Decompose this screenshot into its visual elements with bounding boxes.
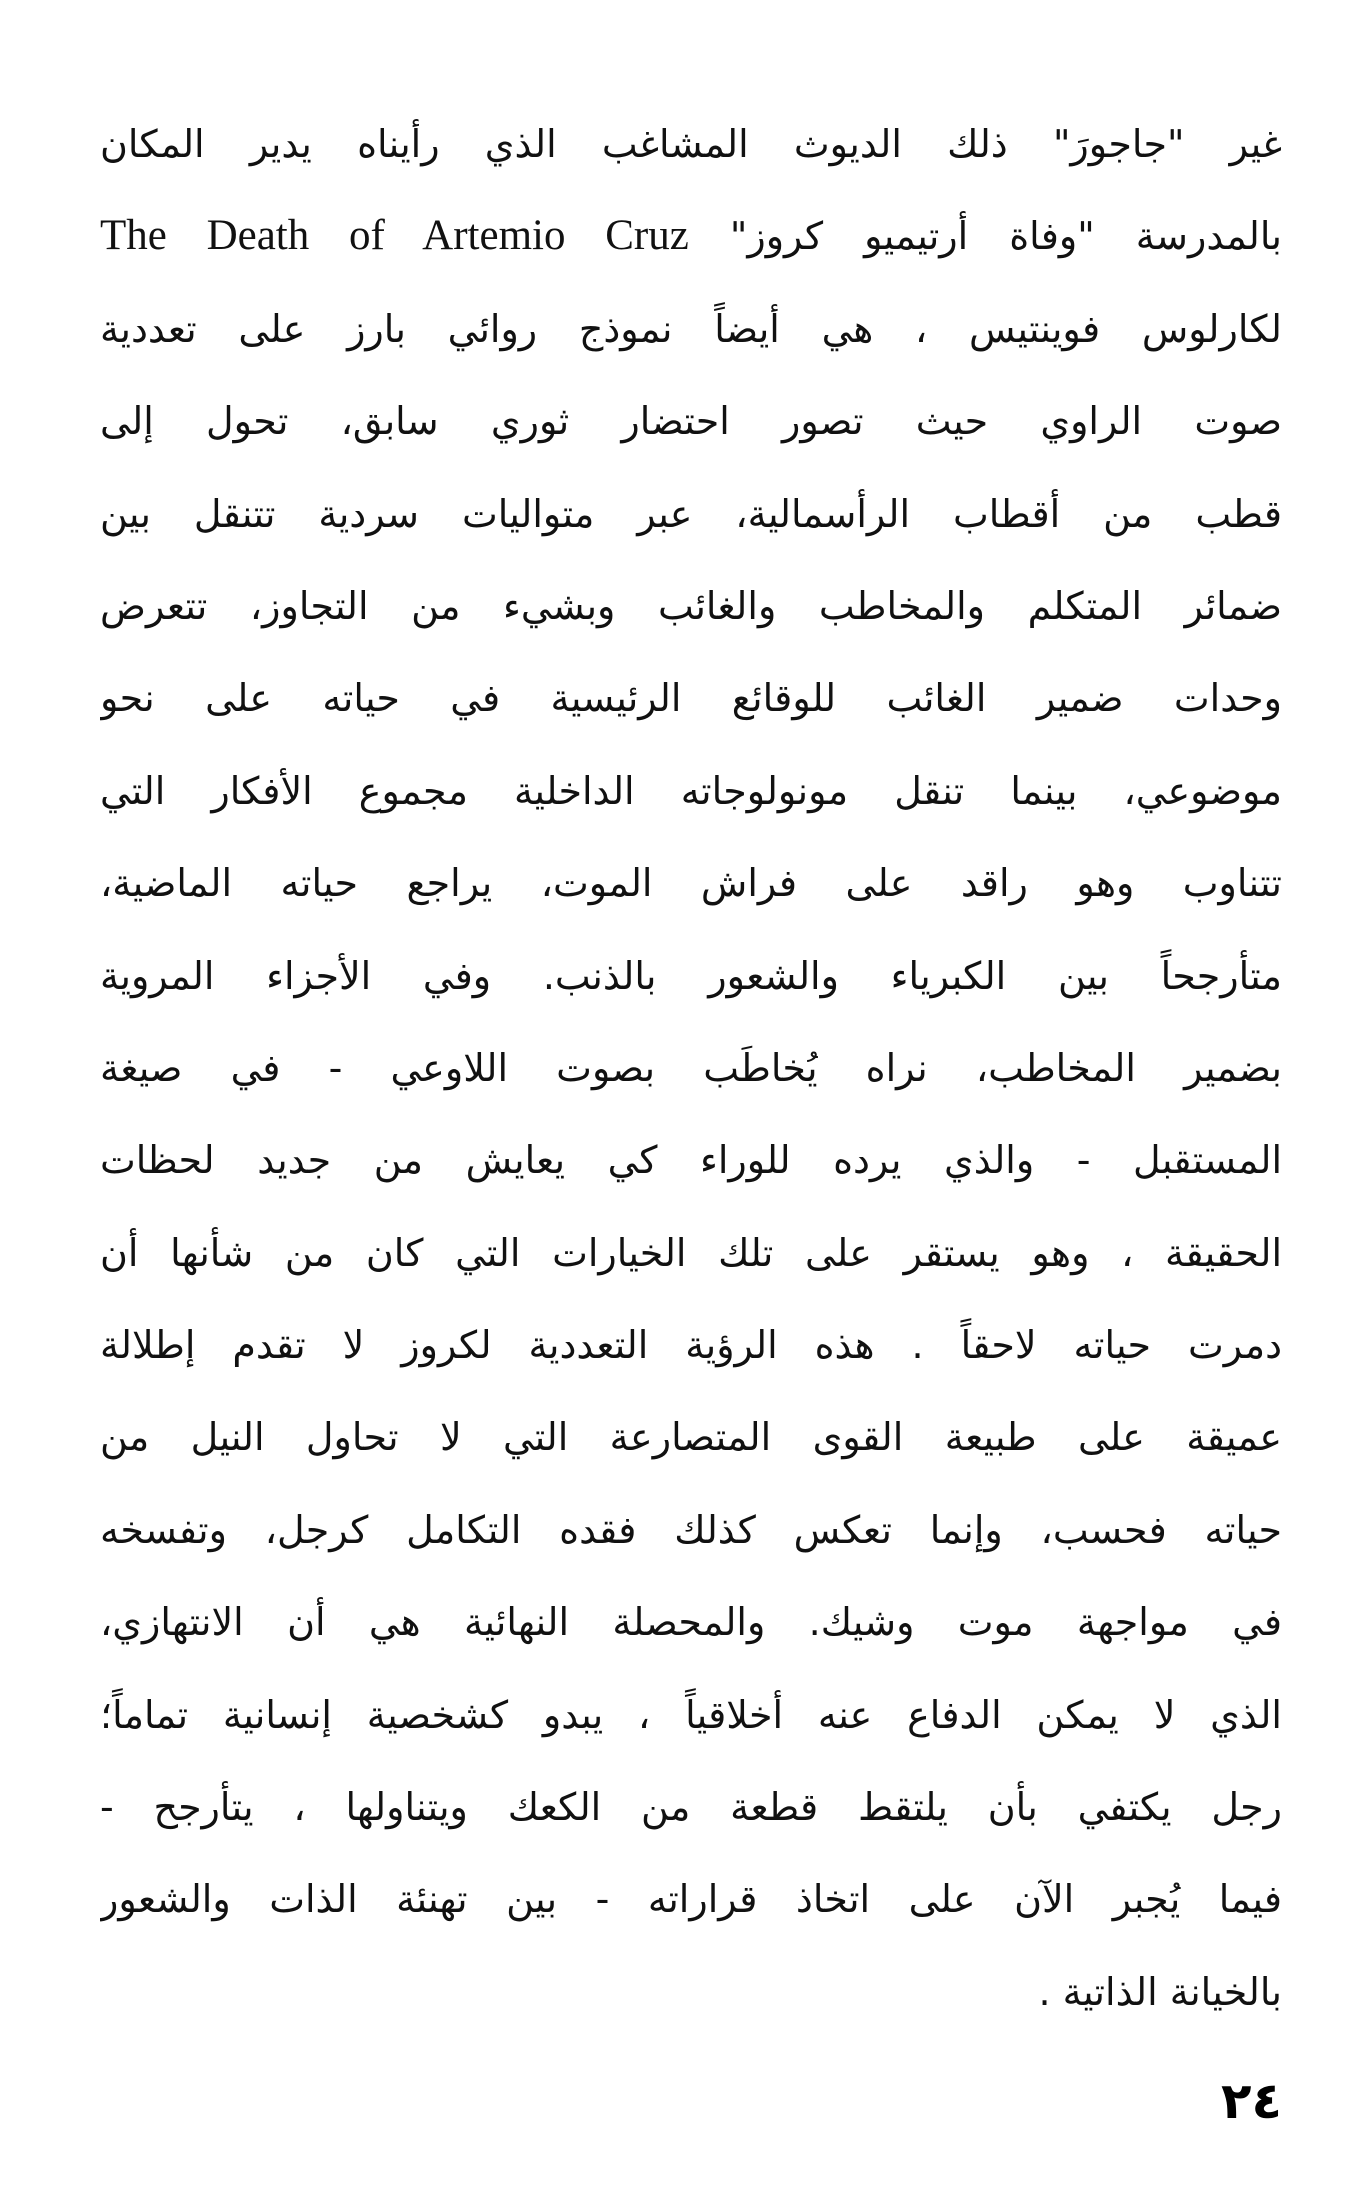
body-text (100, 98, 1282, 2038)
text-line-2 (100, 190, 1282, 282)
text-line-15: عميقة على طبيعة القوى المتصارعة التي لا تحاول النيل من (100, 1415, 1282, 1460)
text-line-2-arabic: بالمدرسة "وفاة أرتيميو كروز" (729, 214, 1282, 259)
text-line-16: حياته فحسب، وإنما تعكس كذلك فقده التكامل كرجل، وتفسخه (100, 1507, 1282, 1552)
text-line-19: رجل يكتفي بأن يلتقط قطعة من الكعك ويتناولها ، يتأرجح - (100, 1785, 1282, 1830)
text-line-6: ضمائر المتكلم والمخاطب والغائب وبشيء من التجاوز، تتعرض (100, 583, 1282, 628)
text-line-21: بالخيانة الذاتية . (1038, 1969, 1282, 2014)
text-line-8: موضوعي، بينما تنقل مونولوجاته الداخلية مجموع الأفكار التي (100, 768, 1282, 813)
text-line-5: قطب من أقطاب الرأسمالية، عبر متواليات سردية تتنقل بين (100, 491, 1282, 536)
text-line-11: بضمير المخاطب، نراه يُخاطَب بصوت اللاوعي - في صيغة (100, 1045, 1282, 1090)
english-book-title: The Death of Artemio Cruz (100, 212, 689, 260)
text-line-1: غير "جاجورَ" ذلك الديوث المشاغب الذي رأيناه يدير المكان (100, 122, 1282, 166)
text-line-20: فيما يُجبر الآن على اتخاذ قراراته - بين تهنئة الذات والشعور (100, 1877, 1282, 1922)
text-line-17: في مواجهة موت وشيك. والمحصلة النهائية هي أن الانتهازي، (100, 1600, 1282, 1645)
text-line-9: تتناوب وهو راقد على فراش الموت، يراجع حياته الماضية، (100, 861, 1282, 906)
text-line-10: متأرجحاً بين الكبرياء والشعور بالذنب. وفي الأجزاء المروية (100, 953, 1282, 998)
text-line-12: المستقبل - والذي يرده للوراء كي يعايش من جديد لحظات (100, 1138, 1282, 1183)
text-line-4: صوت الراوي حيث تصور احتضار ثوري سابق، تحول إلى (100, 399, 1282, 444)
text-line-7: وحدات ضمير الغائب للوقائع الرئيسية في حياته على نحو (100, 676, 1282, 721)
text-line-13: الحقيقة ، وهو يستقر على تلك الخيارات التي كان من شأنها أن (100, 1230, 1282, 1275)
text-line-18: الذي لا يمكن الدفاع عنه أخلاقياً ، يبدو كشخصية إنسانية تماماً؛ (100, 1692, 1282, 1737)
text-line-14: دمرت حياته لاحقاً . هذه الرؤية التعددية لكروز لا تقدم إطلالة (100, 1323, 1282, 1368)
text-line-3: لكارلوس فوينتيس ، هي أيضاً نموذج روائي بارز على تعددية (100, 306, 1282, 351)
page-number: ٢٤ (1220, 2072, 1282, 2130)
